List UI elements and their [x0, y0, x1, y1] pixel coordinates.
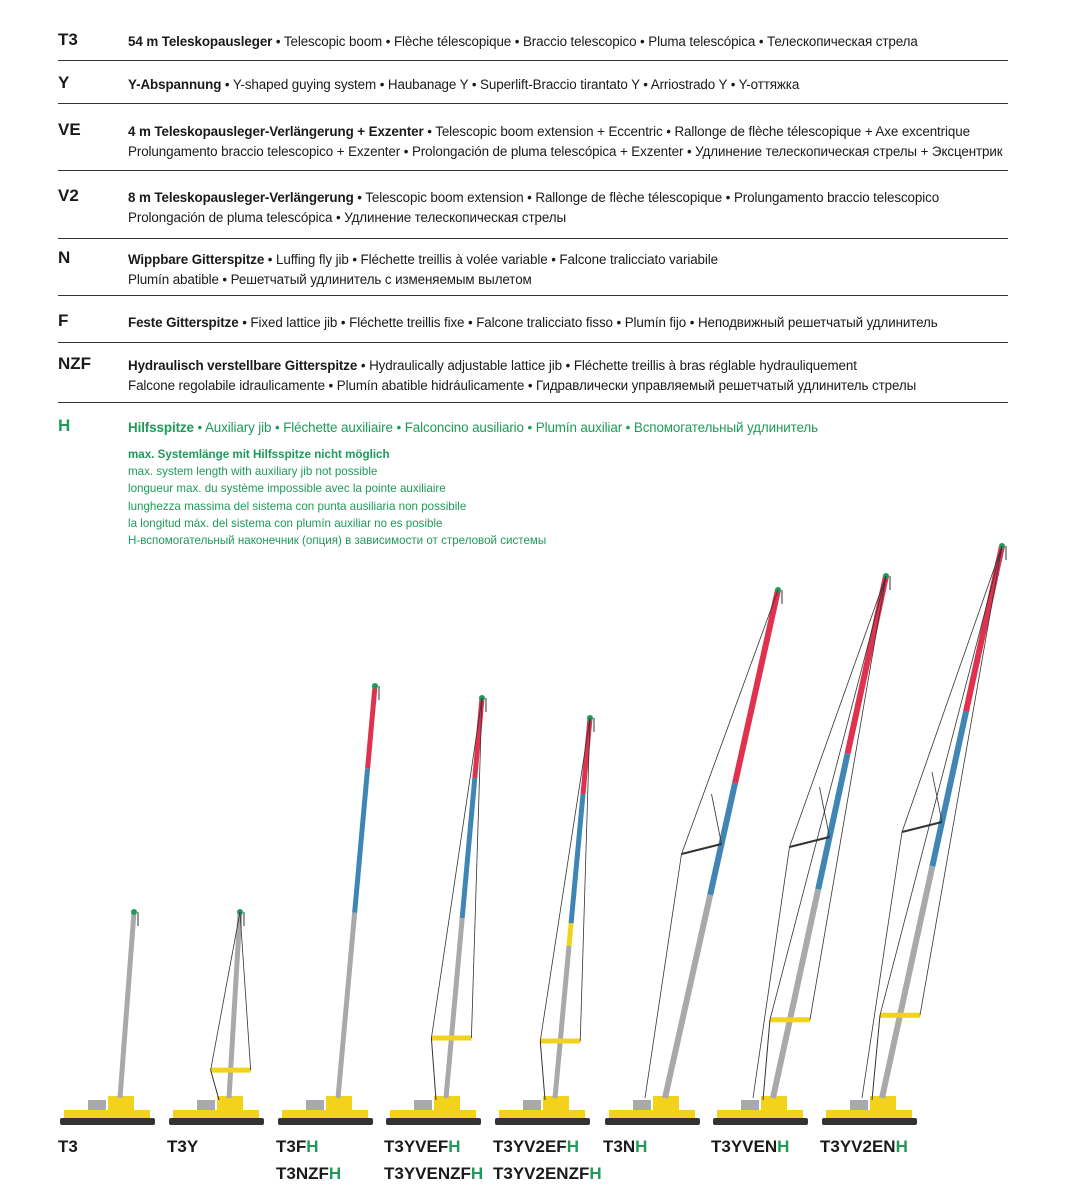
boom-section-grey — [338, 913, 355, 1098]
superstructure — [217, 1096, 243, 1110]
boom-head — [372, 683, 378, 689]
crane-t3yvenh — [713, 573, 890, 1125]
guy-rope — [872, 1015, 880, 1100]
boom-section-blue — [462, 778, 475, 918]
note-line: max. system length with auxiliary jib not possible — [128, 465, 378, 479]
legend-row-n — [58, 248, 1008, 296]
carrier — [717, 1110, 803, 1118]
config-label-t3y: T3Y — [167, 1137, 199, 1156]
legend-code: NZF — [58, 354, 92, 373]
crawler-track — [386, 1118, 481, 1125]
config-label-t3yv2enh: T3YV2ENH — [820, 1137, 908, 1156]
legend-desc: Hydraulisch verstellbare Gitterspitze • Hydraulically adjustable lattice jib • Fléchette treillis à bras réglable hydrauliquement Falcone regolabile idraulicamente • Plumín abatible hidráulicamente • Гидравлически управляемый решетчатый удлинитель стрелы — [128, 358, 917, 393]
legend-desc: Hilfsspitze • Auxiliary jib • Fléchette auxiliaire • Falconcino ausiliario • Plumín auxiliar • Вспомогательный удлинитель — [128, 420, 819, 435]
config-label-t3yvefh: T3YVEFH T3YVENZFH — [384, 1137, 484, 1183]
legend-row-nzf — [58, 354, 1008, 403]
legend-desc: 8 m Teleskopausleger-Verlängerung • Telescopic boom extension • Rallonge de flèche télescopique • Prolungamento braccio telescopico Prolongación de pluma telescópica • Удлинение телескопическая стрелы — [128, 190, 940, 225]
legend-code: Y — [58, 73, 70, 92]
crane-t3nh — [605, 587, 782, 1125]
guy-rope — [920, 546, 1002, 1015]
config-label-t3nh: T3NH — [603, 1137, 648, 1156]
note-line: longueur max. du système impossible avec la pointe auxiliaire — [128, 482, 446, 496]
note-line: lunghezza massima del sistema con punta ausiliaria non possibile — [128, 499, 467, 513]
superstructure — [326, 1096, 352, 1110]
legend-desc: 54 m Teleskopausleger • Telescopic boom • Flèche télescopique • Braccio telescopico • Pluma telescópica • Телескопическая стрела — [128, 34, 918, 49]
crawler-track — [713, 1118, 808, 1125]
carrier — [826, 1110, 912, 1118]
config-label-t3yv2efh: T3YV2EFH T3YV2ENZFH — [493, 1137, 602, 1183]
boom-section-blue — [355, 768, 368, 912]
guy-rope — [540, 1041, 545, 1100]
legend-row-ve — [58, 120, 1008, 171]
counterweight — [741, 1100, 759, 1110]
crane-configurations-illustration — [0, 535, 1066, 1135]
boom-section-red — [848, 576, 886, 753]
legend-code: T3 — [58, 30, 78, 49]
legend-row-v2 — [58, 186, 1008, 239]
counterweight — [414, 1100, 432, 1110]
legend-code: N — [58, 248, 71, 267]
legend-row-t3 — [58, 30, 1008, 61]
boom-section-blue — [818, 753, 847, 889]
strut-rope — [932, 772, 942, 822]
carrier — [390, 1110, 476, 1118]
guy-rope — [211, 1070, 219, 1100]
crane-t3yv2enh — [822, 543, 1006, 1125]
luffing-strut — [682, 844, 722, 854]
carrier — [282, 1110, 368, 1118]
legend-desc: Wippbare Gitterspitze • Luffing fly jib • Fléchette treillis à volée variable • Falcone tralicciato variabile Plumín abatible • Решетчатый удлинитель с изменяемым вылетом — [128, 252, 719, 287]
crane-t3yv2efh — [495, 715, 594, 1125]
boom-section-grey — [555, 946, 569, 1098]
luffing-strut — [790, 837, 830, 847]
boom-section-red — [735, 590, 778, 783]
carrier — [499, 1110, 585, 1118]
crawler-track — [605, 1118, 700, 1125]
counterweight — [850, 1100, 868, 1110]
crawler-track — [278, 1118, 373, 1125]
crawler-track — [169, 1118, 264, 1125]
carrier — [609, 1110, 695, 1118]
legend-code: V2 — [58, 186, 79, 205]
legend-row-h — [58, 416, 1008, 440]
legend-code: VE — [58, 120, 81, 139]
crane-t3 — [60, 909, 155, 1125]
boom-section-red — [966, 546, 1002, 712]
counterweight — [306, 1100, 324, 1110]
boom-section-blue — [571, 794, 583, 923]
config-label-t3fh: T3FH T3NZFH — [276, 1137, 342, 1183]
note-line: la longitud máx. del sistema con plumín auxiliar no es posible — [128, 516, 443, 530]
superstructure — [434, 1096, 460, 1110]
crawler-track — [60, 1118, 155, 1125]
auxiliary-jib-note — [128, 446, 546, 549]
crane-drawings — [60, 543, 1006, 1125]
back-stay — [862, 832, 902, 1098]
note-line: H-вспомогательный наконечник (опция) в зависимости от стреловой системы — [128, 534, 547, 548]
legend-row-y — [58, 73, 1008, 104]
guy-rope — [770, 576, 886, 1020]
guy-rope — [240, 912, 251, 1070]
boom-section-blue — [710, 783, 735, 895]
legend-code: H — [58, 416, 71, 435]
counterweight — [633, 1100, 651, 1110]
superstructure — [108, 1096, 134, 1110]
crane-t3yvefh — [386, 695, 486, 1125]
config-label-t3: T3 — [58, 1137, 78, 1156]
strut-rope — [712, 794, 722, 844]
boom-section-grey — [446, 918, 462, 1098]
boom-section-grey — [665, 895, 710, 1098]
boom-section-grey — [882, 866, 932, 1098]
carrier — [173, 1110, 259, 1118]
luffing-strut — [902, 822, 942, 832]
crawler-track — [822, 1118, 917, 1125]
legend-code: F — [58, 311, 69, 330]
boom-section-blue — [932, 712, 966, 867]
superstructure — [543, 1096, 569, 1110]
boom-section-yellow — [569, 923, 571, 946]
boom-section-grey — [120, 912, 134, 1098]
counterweight — [88, 1100, 106, 1110]
strut-rope — [820, 787, 830, 837]
counterweight — [197, 1100, 215, 1110]
guy-rope — [431, 1038, 436, 1100]
legend-desc: Y-Abspannung • Y-shaped guying system • Haubanage Y • Superlift-Braccio tirantato Y • Arriostrado Y • Y-оттяжка — [128, 77, 800, 92]
guy-rope — [763, 1020, 770, 1100]
config-label-t3yvenh: T3YVENH — [711, 1137, 790, 1156]
counterweight — [523, 1100, 541, 1110]
carrier — [64, 1110, 150, 1118]
note-bold: max. Systemlänge mit Hilfsspitze nicht möglich — [128, 448, 390, 461]
legend-row-f — [58, 311, 1008, 343]
crane-t3y — [169, 909, 264, 1125]
boom-head — [131, 909, 137, 915]
crane-t3fh — [278, 683, 379, 1125]
crawler-track — [495, 1118, 590, 1125]
boom-section-red — [368, 686, 375, 768]
legend-desc: Feste Gitterspitze • Fixed lattice jib • Fléchette treillis fixe • Falcone tralicciato fisso • Plumín fijo • Неподвижный решетчатый удлинитель — [128, 315, 938, 330]
legend-desc: 4 m Teleskopausleger-Verlängerung + Exzenter • Telescopic boom extension + Eccentric • Rallonge de flèche télescopique + Axe excentrique Prolungamento braccio telescopico + Exzenter • Prolongación de pluma telescópica + Exzenter • Удлинение телескопическая стрелы + Эксцентрик — [128, 124, 1003, 159]
guy-rope — [880, 546, 1002, 1015]
